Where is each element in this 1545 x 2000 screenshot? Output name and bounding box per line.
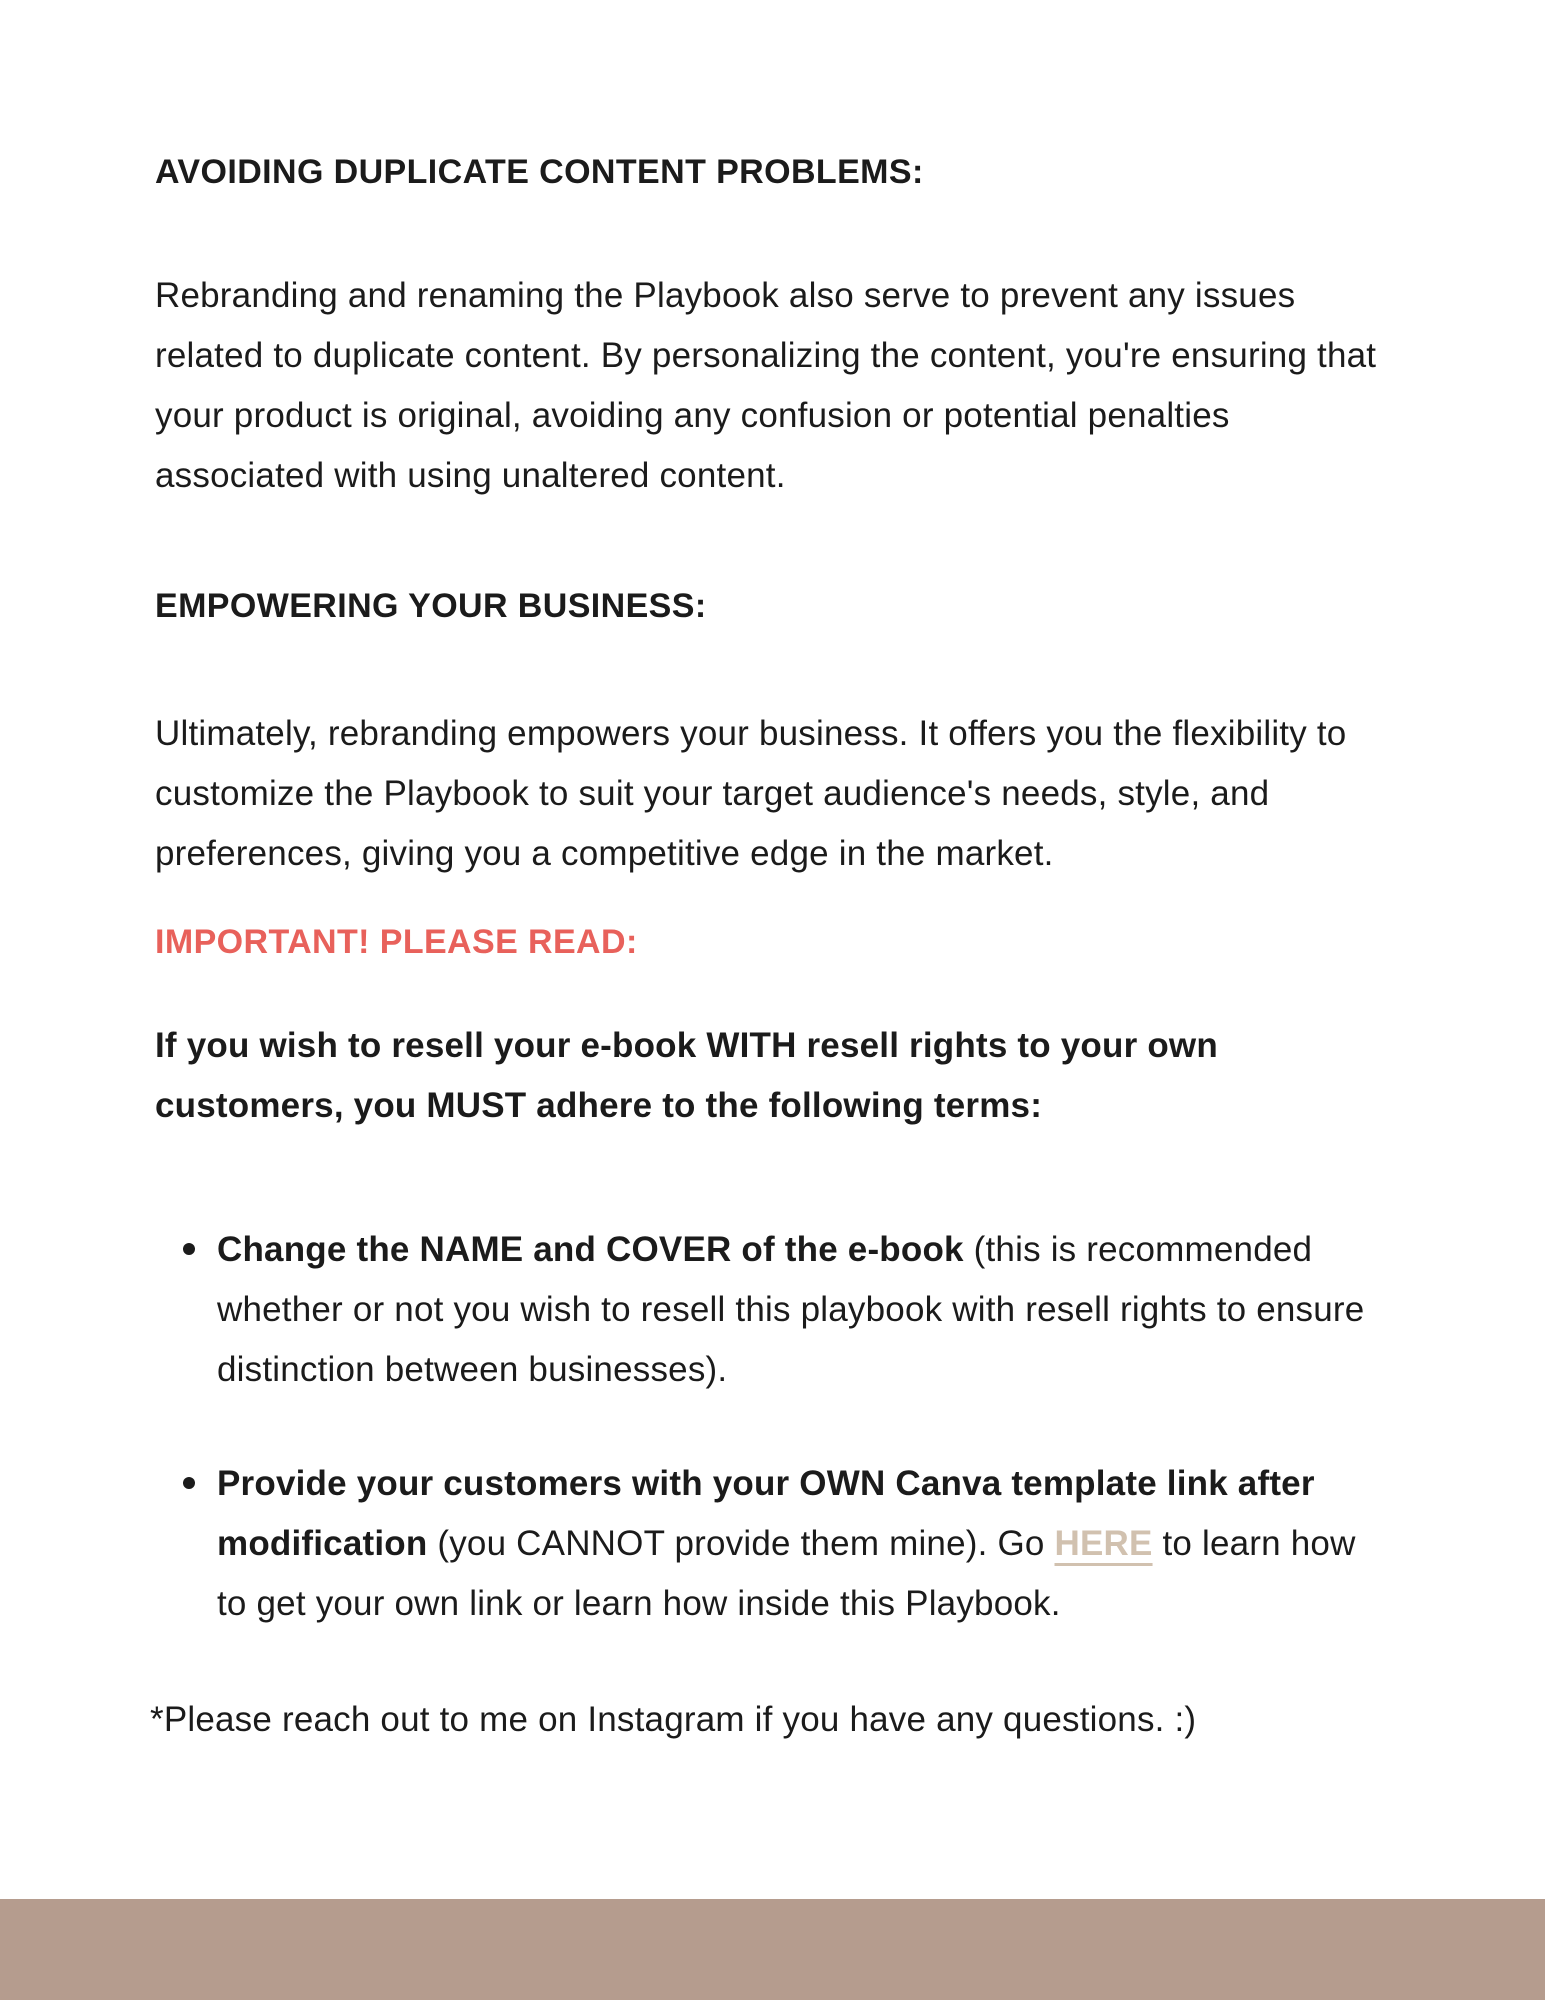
footer-bar xyxy=(0,1899,1545,2000)
bullet-regular-text: (this is recommended whether or not you wish to resell this playbook with resell rights to ensure distinction between businesses). xyxy=(217,1230,1365,1389)
footer-note: *Please reach out to me on Instagram if you have any questions. :) xyxy=(150,1700,1197,1739)
bullet-icon xyxy=(183,1477,195,1489)
list-item-change-name-cover xyxy=(155,1220,1395,1400)
bullet-bold-text: Provide your customers with your OWN Canva template link after modification xyxy=(217,1464,1315,1563)
section-heading-important-please-read: IMPORTANT! PLEASE READ: xyxy=(155,923,638,961)
bullet-regular-text: (you CANNOT provide them mine). Go xyxy=(427,1524,1055,1563)
paragraph-resell-terms-intro: If you wish to resell your e-book WITH resell rights to your own customers, you MUST adhere to the following terms: xyxy=(155,1026,1218,1125)
here-link[interactable]: HERE xyxy=(1054,1524,1153,1563)
list-item-own-canva-link xyxy=(155,1454,1395,1634)
terms-bullet-list xyxy=(155,1220,1395,1634)
bullet-regular-text: to learn how to get your own link or learn how inside this Playbook. xyxy=(217,1524,1356,1623)
bullet-bold-text: Change the NAME and COVER of the e-book xyxy=(217,1230,964,1269)
bullet-icon xyxy=(183,1243,195,1255)
paragraph-duplicate-content: Rebranding and renaming the Playbook also serve to prevent any issues related to duplicate content. By personalizing the content, you're ensuring that your product is original, avoiding any confusion or potential penalties associated with using unaltered content. xyxy=(155,276,1377,495)
section-heading-empowering-your-business: EMPOWERING YOUR BUSINESS: xyxy=(155,587,707,625)
section-heading-avoiding-duplicate-content: AVOIDING DUPLICATE CONTENT PROBLEMS: xyxy=(155,153,924,191)
paragraph-empowering-business: Ultimately, rebranding empowers your business. It offers you the flexibility to customize the Playbook to suit your target audience's needs, style, and preferences, giving you a competitive edge in the market. xyxy=(155,714,1347,873)
